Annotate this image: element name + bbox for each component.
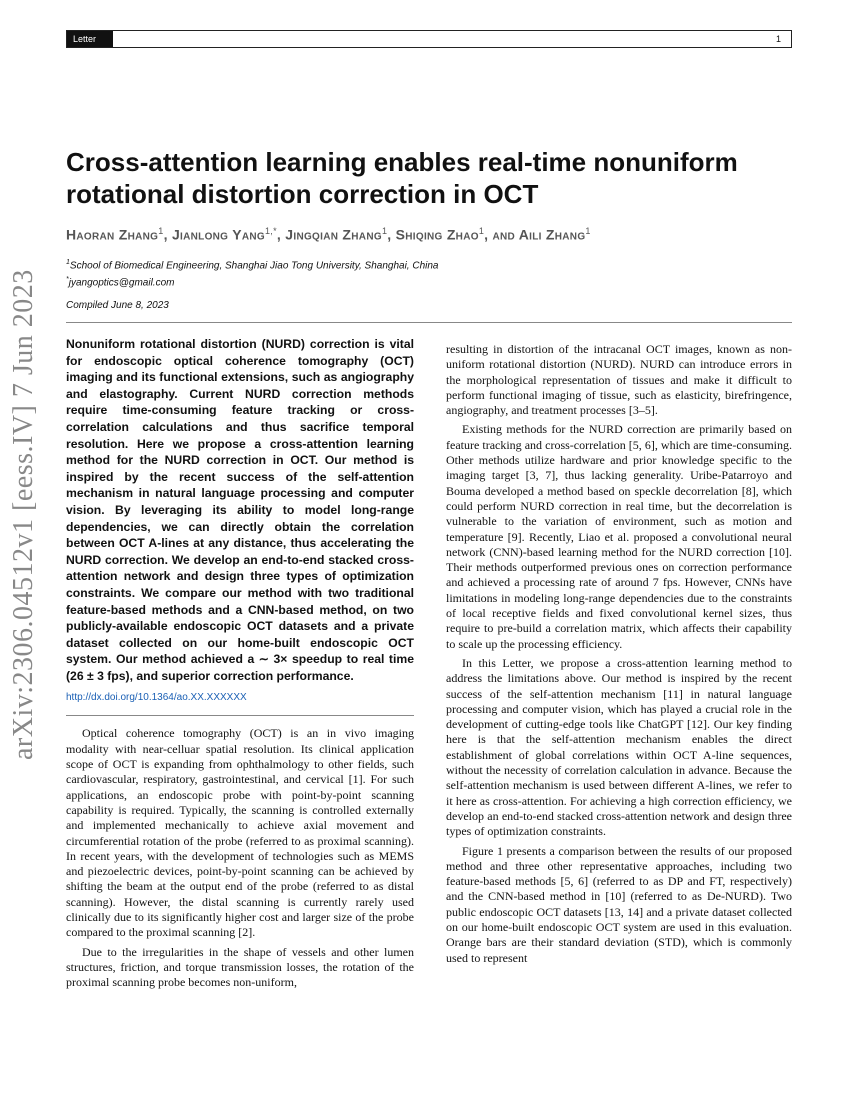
email-mark: * bbox=[66, 276, 69, 284]
left-column bbox=[66, 336, 414, 991]
author-affil-mark: 1 bbox=[478, 226, 485, 236]
compiled-date: Compiled June 8, 2023 bbox=[66, 300, 169, 311]
header-divider bbox=[66, 322, 792, 323]
affil-mark: 1 bbox=[66, 259, 70, 266]
paper-title: Cross-attention learning enables real-time nonuniform rotational distortion correction in OCT bbox=[66, 147, 738, 209]
body-paragraph: Optical coherence tomography (OCT) is an in vivo imaging modality with near-celluar spatial resolution. Its clinical application scope of OCT is expanding from ophthalmology to other fields, such cardiovascular, respiratory, gastrointestinal, and cervical [1]. For such applications, an endoscopic probe with point-by-point scanning capability is required. Typically, the scanning is controlled externally and implemented mechanically to achieve axial movement and circumferential rotation of the probe (referred to as proximal scanning). In recent years, with the development of technologies such as MEMS and piezoelectric devices, point-by-point scanning can be achieved by shifting the beam at the output end of the probe (referred to as distal scanning). However, the distal scanning is currently rarely used clinically due to its significantly higher cost and larger size of the probe compared to the proximal scanning [2]. bbox=[66, 726, 414, 940]
body-paragraph: In this Letter, we propose a cross-attention learning method to address the limitations above. Our method is inspired by the recent success of the self-attention mechanism [11] in natural language processing and computer vision, which has played a crucial role in the development of cutting-edge tools like ChatGPT [12]. Our key finding here is that the self-attention mechanism enables the direct establishment of global correlations within OCT A-line sequences, without the necessity of correlation calculation in advance. Because the self-attention mechanism is used between different A-lines, we refer to it here as cross-attention. For achieving a high correction efficiency, we develop an end-to-end stacked cross-attention network and design three types of optimization constraints. bbox=[446, 655, 792, 839]
author: Jianlong Yang bbox=[171, 226, 265, 243]
author-affil-mark: 1 bbox=[381, 226, 388, 236]
affiliation-text: School of Biomedical Engineering, Shanghai Jiao Tong University, Shanghai, China bbox=[69, 260, 439, 272]
body-paragraph: Figure 1 presents a comparison between the results of our proposed method and three other representative approaches, including two feature-based methods [5, 6] (referred to as DP and FT, respectively) and the CNN-based method in [10] (referred to as De-NURD). Two public endoscopic OCT datasets [13, 14] and a private dataset collected on our home-built endoscopic OCT system are used in this evaluation. Orange bars are their standard deviation (STD), which is commonly used to represent bbox=[446, 843, 792, 965]
author-affil-mark: 1 bbox=[585, 226, 591, 236]
body-paragraph: Due to the irregularities in the shape of vessels and other lumen structures, friction, and torque transmission losses, the rotation of the proximal scanning probe becomes non-uniform, bbox=[66, 944, 414, 990]
author-list: Haoran Zhang$^1$, Jianlong Yang$^{1,*}$, Jingqian Zhang$^1$, Shiqing Zhao$^1$, and Aili Zhang$^1$ bbox=[66, 226, 591, 243]
arxiv-stamp: arXiv:2306.04512v1 [eess.IV] 7 Jun 2023 bbox=[8, 269, 39, 760]
body-paragraph: Existing methods for the NURD correction are primarily based on feature tracking and cross-correlation [5, 6], which are time-consuming. Other methods utilize hardware and prior knowledge specific to the imaging target [3, 7], thus lacking generality. Uribe-Patarroyo and Bouma developed a method based on speckle decorrelation [8], which could perform NURD correction in real time, but the decorrelation is vulnerable to the variation of environment, such as motion and temperature [9]. Recently, Liao et al. proposed a convolutional neural network (CNN)-based learning method for the NURD correction [10]. Their methods outperformed previous ones on correction performance and achieved a processing rate of around 7 fps. However, CNNs have limitations in modeling long-range dependencies due to the constraints of local receptive fields and fixed convolutional kernel sizes, thus require to pre-build a correlation matrix, which affects their capability to scale up the processing efficiency. bbox=[446, 422, 792, 651]
body-paragraph: resulting in distortion of the intracanal OCT images, known as non-uniform rotational distortion (NURD). NURD can introduce errors in the morphological representation of tissues and make it difficult to perform functional imaging of tissue, such as elasticity, birefringence, angiography, and treatment processes [3–5]. bbox=[446, 342, 792, 418]
right-column bbox=[446, 342, 792, 966]
author: Haoran Zhang bbox=[66, 226, 159, 243]
header-bar bbox=[66, 30, 792, 48]
abstract: Nonuniform rotational distortion (NURD) correction is vital for endoscopic optical coherence tomography (OCT) imaging and its functional extensions, such as angiography and elastography. Current NURD correction methods require time-consuming feature tracking or cross-correlation calculations and thus sacrifice temporal resolution. Here we propose a cross-attention learning method for the NURD correction in OCT. Our method is inspired by the recent success of the self-attention mechanism in natural language processing and computer vision. By leveraging its ability to model long-range dependencies, we can directly obtain the correlation between OCT A-lines at any distance, thus accelerating the NURD correction. We develop an end-to-end stacked cross-attention network and design three types of optimization constraints. We compare our method with two traditional feature-based methods and a CNN-based method, on two publicly-available endoscopic OCT datasets and a private dataset collected on our home-built endoscopic OCT system. Our method achieved a ∼ 3× speedup to real time (26 ± 3 fps), and superior correction performance. bbox=[66, 337, 414, 683]
corresponding-email: jyangoptics@gmail.com bbox=[68, 277, 175, 289]
abstract-divider bbox=[66, 715, 414, 716]
author: Shiqing Zhao bbox=[395, 226, 479, 243]
author: Jingqian Zhang bbox=[285, 226, 382, 243]
doi-link[interactable]: http://dx.doi.org/10.1364/ao.XX.XXXXXX bbox=[66, 692, 247, 704]
letter-tag: Letter bbox=[67, 31, 113, 47]
author-affil-mark: 1 bbox=[158, 226, 164, 236]
author-affil-mark: 1,* bbox=[264, 226, 277, 236]
author: Aili Zhang bbox=[518, 226, 586, 243]
page-number: 1 bbox=[775, 34, 781, 44]
affiliations bbox=[66, 256, 806, 291]
